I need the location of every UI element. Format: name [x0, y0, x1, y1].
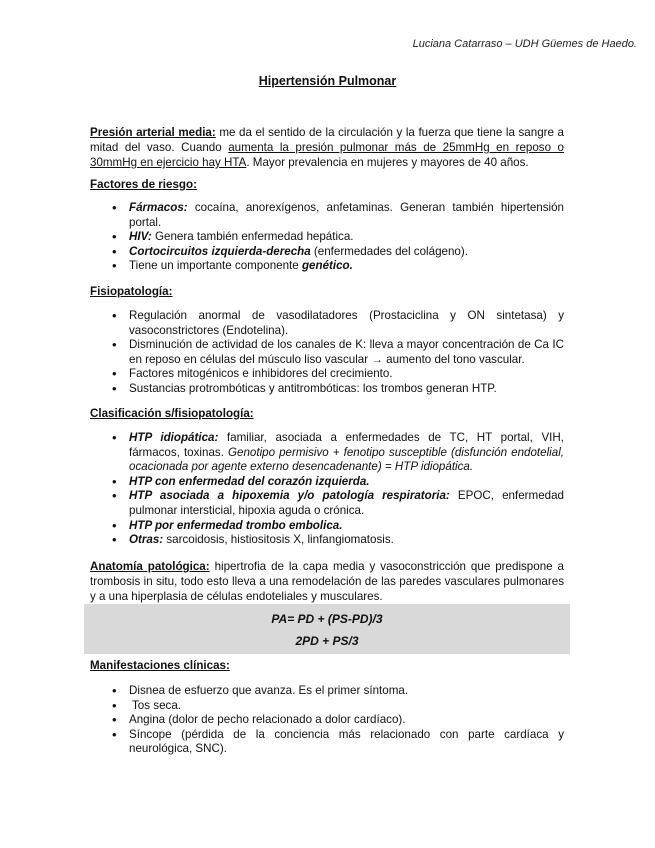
list-item: • Regulación anormal de vasodilatadores (Prostaciclina y ON sintetasa) y vasoconstrictores (Endotelina).	[90, 309, 564, 338]
item-label: HTP asociada a hipoxemia y/o patología respiratoria:	[129, 489, 450, 503]
item-label: HTP idiopática:	[129, 431, 219, 444]
presion-label: Presión arterial media:	[90, 126, 216, 139]
item-text: Genera también enfermedad hepática.	[151, 230, 354, 244]
manif-list	[90, 684, 564, 757]
list-item: • Factores mitogénicos e inhibidores del crecimiento.	[90, 367, 564, 382]
fisio-list	[90, 309, 564, 397]
manif-heading-text: Manifestaciones clínicas:	[90, 659, 230, 672]
presion-paragraph	[90, 125, 564, 170]
list-item: • Disnea de esfuerzo que avanza. Es el primer síntoma.	[90, 684, 564, 699]
item-text: familiar, asociada a enfermedades de TC, HT portal, VIH, fármacos, toxinas.	[129, 431, 564, 459]
item-italic-text: Genotipo permisivo + fenotipo susceptible (disfunción endotelial, ocacionada por agente externo desencadenante) = HTP idiopática.	[129, 445, 564, 474]
clasif-heading	[90, 406, 564, 421]
item-label: HTP por enfermedad trombo embolica.	[129, 518, 343, 532]
presion-text1: me da el sentido de la circulación y la fuerza que tiene la sangre a mitad del vaso. Cuando	[90, 126, 564, 154]
list-item	[90, 475, 564, 490]
page-header: Luciana Catarraso – UDH Güemes de Haedo.	[412, 38, 637, 50]
factores-heading-text: Factores de riesgo:	[90, 178, 197, 191]
list-item	[90, 230, 564, 245]
item-label: HIV:	[129, 230, 152, 244]
presion-underlined: aumenta la presión pulmonar más de 25mmHg en reposo o 30mmHg en ejercicio hay HTA	[90, 141, 564, 169]
list-item: • Síncope (pérdida de la conciencia más relacionado con parte cardíaca y neurológica, SNC).	[90, 728, 564, 757]
list-item	[90, 533, 564, 548]
list-item: • Tos seca.	[90, 699, 564, 714]
fisio-heading-text: Fisiopatología:	[90, 285, 173, 298]
list-item	[90, 259, 564, 274]
clasif-list	[90, 431, 564, 548]
clasif-heading-text: Clasificación s/fisiopatología:	[90, 407, 254, 420]
item-label: Otras:	[129, 533, 164, 547]
item-text: sarcoidosis, histiositosis X, linfangiomatosis.	[163, 533, 394, 547]
item-label: genético.	[301, 259, 353, 273]
presion-text2: . Mayor prevalencia en mujeres y mayores de 40 años.	[246, 156, 529, 169]
formula-box	[84, 604, 570, 654]
anatomia-label: Anatomía patológica:	[90, 560, 210, 573]
item-text: (enfermedades del colágeno).	[310, 244, 468, 258]
formula-line-1: PA= PD + (PS-PD)/3	[271, 612, 383, 626]
list-item: • Angina (dolor de pecho relacionado a dolor cardíaco).	[90, 713, 564, 728]
item-label: Cortocircuitos izquierda-derecha	[129, 244, 311, 258]
list-item: • Disminución de actividad de los canales de K: lleva a mayor concentración de Ca IC en reposo en células del músculo liso vascular → aumento del tono vascular.	[90, 338, 564, 367]
formula-line-2: 2PD + PS/3	[295, 634, 359, 648]
item-label: HTP con enfermedad del corazón izquierda.	[129, 474, 370, 488]
list-item	[90, 201, 564, 230]
list-item	[90, 519, 564, 534]
list-item	[90, 245, 564, 260]
list-item	[90, 431, 564, 475]
factores-list	[90, 201, 564, 274]
document-title: Hipertensión Pulmonar	[258, 74, 397, 88]
factores-heading	[90, 177, 564, 192]
anatomia-text: hipertrofia de la capa media y vasoconstricción que predispone a trombosis in situ, todo esto lleva a una remodelación de las paredes vasculares pulmonares y a una hiperplasia de células endoteliales y musculares.	[90, 560, 565, 603]
list-item: • Sustancias protrombóticas y antitrombóticas: los trombos generan HTP.	[90, 382, 564, 397]
manif-heading	[90, 658, 564, 673]
item-text: cocaína, anorexígenos, anfetaminas. Generan también hipertensión portal.	[129, 201, 564, 229]
list-item	[90, 489, 564, 518]
item-text: Tiene un importante componente	[129, 259, 302, 273]
fisio-heading	[90, 284, 564, 299]
item-label: Fármacos:	[129, 201, 188, 214]
anatomia-paragraph	[90, 559, 564, 604]
item-text: EPOC, enfermedad pulmonar intersticial, hipoxia aguda o crónica.	[129, 489, 564, 517]
